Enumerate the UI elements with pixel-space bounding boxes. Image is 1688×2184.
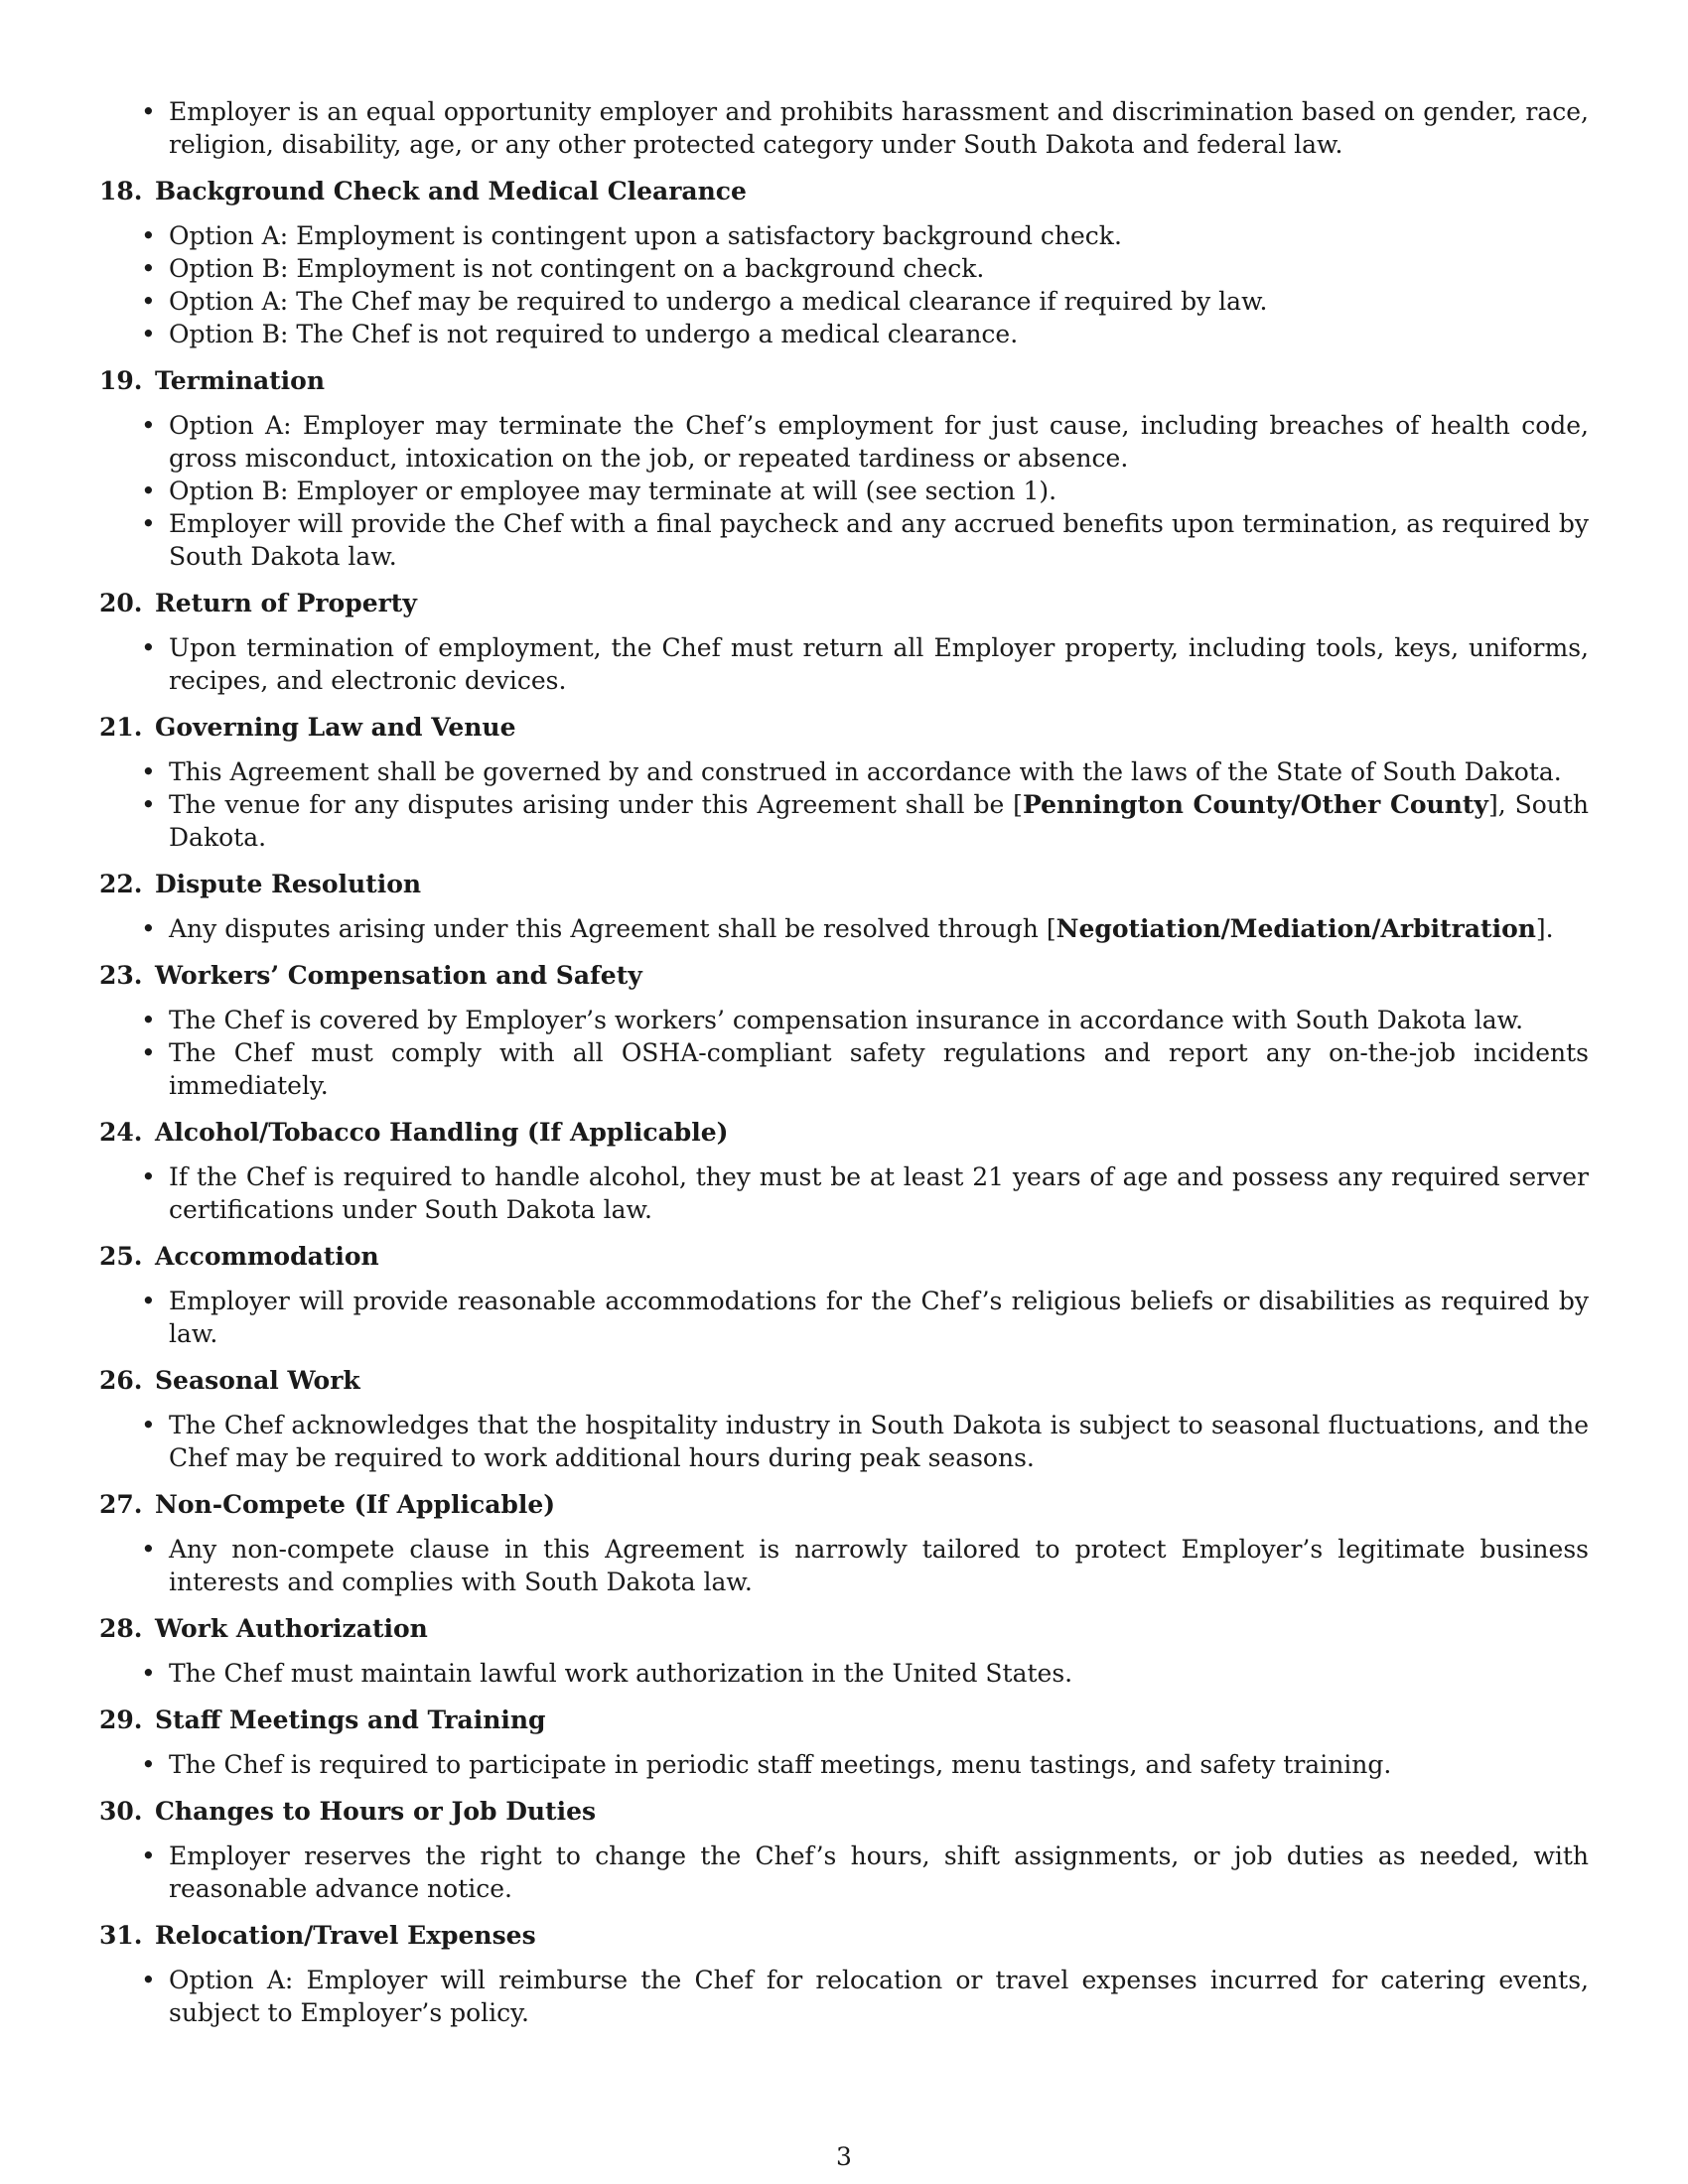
section-23: [99, 959, 1589, 1102]
section-title: Background Check and Medical Clearance: [155, 177, 747, 205]
dispute-text-after: ].: [1535, 914, 1554, 943]
section-number: 18.: [99, 177, 143, 205]
section-number: 29.: [99, 1706, 143, 1734]
section-title: Relocation/Travel Expenses: [155, 1921, 536, 1950]
section-number: 30.: [99, 1797, 143, 1826]
section-22: [99, 868, 1589, 945]
section-heading: [99, 1364, 1589, 1397]
section-title: Governing Law and Venue: [155, 713, 516, 742]
dispute-clause: [169, 912, 1589, 945]
list-item: • If the Chef is required to handle alcohol, they must be at least 21 years of age and possess any required server certifications under South Dakota law.: [169, 1160, 1589, 1226]
section-29: [99, 1704, 1589, 1781]
section-list: [99, 409, 1589, 573]
section-number: 20.: [99, 589, 143, 617]
section-title: Changes to Hours or Job Duties: [155, 1797, 597, 1826]
list-item: • The Chef must maintain lawful work authorization in the United States.: [169, 1657, 1589, 1690]
section-28: [99, 1612, 1589, 1690]
section-heading: [99, 587, 1589, 619]
section-number: 26.: [99, 1366, 143, 1395]
section-heading: [99, 364, 1589, 397]
section-heading: [99, 711, 1589, 744]
section-18: [99, 175, 1589, 350]
section-heading: [99, 1612, 1589, 1645]
section-heading: [99, 1488, 1589, 1521]
dispute-text-before: Any disputes arising under this Agreement shall be resolved through [: [169, 914, 1056, 943]
list-item: • This Agreement shall be governed by and construed in accordance with the laws of the State of South Dakota.: [169, 755, 1589, 788]
section-27: [99, 1488, 1589, 1598]
section-title: Work Authorization: [155, 1614, 428, 1643]
section-number: 24.: [99, 1118, 143, 1147]
section-title: Workers’ Compensation and Safety: [155, 961, 642, 990]
section-list: [99, 219, 1589, 350]
section-list: [99, 1533, 1589, 1598]
section-20: [99, 587, 1589, 697]
section-heading: [99, 175, 1589, 207]
dispute-placeholder: Negotiation/Mediation/Arbitration: [1055, 914, 1536, 943]
section-24: [99, 1116, 1589, 1226]
section-list: [99, 1964, 1589, 2029]
section-list: [99, 1840, 1589, 1905]
section-number: 31.: [99, 1921, 143, 1950]
section-list: [99, 912, 1589, 945]
section-25: [99, 1240, 1589, 1350]
section-number: 21.: [99, 713, 143, 742]
venue-placeholder: Pennington County/Other County: [1022, 790, 1488, 819]
list-item: • The Chef acknowledges that the hospitality industry in South Dakota is subject to seasonal fluctuations, and the Chef may be required to work additional hours during peak seasons.: [169, 1409, 1589, 1474]
section-list: [99, 755, 1589, 854]
list-item: • Employer is an equal opportunity employer and prohibits harassment and discrimination based on gender, race, religion, disability, age, or any other protected category under South Dakota and federal law.: [169, 95, 1589, 161]
section-heading: [99, 868, 1589, 900]
section-list: [99, 1409, 1589, 1474]
section-heading: [99, 1795, 1589, 1828]
list-item: • Upon termination of employment, the Chef must return all Employer property, including tools, keys, uniforms, recipes, and electronic devices.: [169, 631, 1589, 697]
list-item: • Employer will provide reasonable accommodations for the Chef’s religious beliefs or disabilities as required by law.: [169, 1285, 1589, 1350]
section-list: [99, 631, 1589, 697]
list-item: • Employer will provide the Chef with a final paycheck and any accrued benefits upon termination, as required by South Dakota law.: [169, 507, 1589, 573]
list-item: • Employer reserves the right to change the Chef’s hours, shift assignments, or job duties as needed, with reasonable advance notice.: [169, 1840, 1589, 1905]
section-title: Alcohol/Tobacco Handling (If Applicable): [155, 1118, 729, 1147]
section-heading: [99, 1919, 1589, 1952]
list-item: • The Chef must comply with all OSHA-compliant safety regulations and report any on-the-job incidents immediately.: [169, 1036, 1589, 1102]
section-list: [99, 1285, 1589, 1350]
section-list: [99, 1748, 1589, 1781]
list-item: • Option A: Employer will reimburse the Chef for relocation or travel expenses incurred for catering events, subject to Employer’s policy.: [169, 1964, 1589, 2029]
section-19: [99, 364, 1589, 573]
list-item: • The Chef is required to participate in periodic staff meetings, menu tastings, and safety training.: [169, 1748, 1589, 1781]
list-item: • Option A: The Chef may be required to undergo a medical clearance if required by law.: [169, 285, 1589, 318]
section-title: Accommodation: [155, 1242, 379, 1271]
section-number: 27.: [99, 1490, 143, 1519]
section-title: Staff Meetings and Training: [155, 1706, 546, 1734]
section-list: [99, 1004, 1589, 1102]
section-number: 22.: [99, 870, 143, 898]
list-item: • Option B: Employer or employee may terminate at will (see section 1).: [169, 475, 1589, 507]
section-number: 19.: [99, 366, 143, 395]
list-item: • Option B: The Chef is not required to undergo a medical clearance.: [169, 318, 1589, 350]
venue-text-after: ], South Dakota.: [169, 790, 1590, 852]
list-item: • The Chef is covered by Employer’s workers’ compensation insurance in accordance with South Dakota law.: [169, 1004, 1589, 1036]
lead-list: [99, 95, 1589, 161]
section-title: Return of Property: [155, 589, 417, 617]
list-item: • Option B: Employment is not contingent on a background check.: [169, 252, 1589, 285]
section-heading: [99, 1704, 1589, 1736]
section-list: [99, 1657, 1589, 1690]
section-number: 23.: [99, 961, 143, 990]
page-number: 3: [836, 2142, 852, 2171]
list-item: • Option A: Employer may terminate the Chef’s employment for just cause, including breaches of health code, gross misconduct, intoxication on the job, or repeated tardiness or absence.: [169, 409, 1589, 475]
venue-text-before: The venue for any disputes arising under this Agreement shall be [: [169, 790, 1023, 819]
section-title: Dispute Resolution: [155, 870, 422, 898]
section-21: [99, 711, 1589, 854]
section-title: Non-Compete (If Applicable): [155, 1490, 556, 1519]
section-number: 25.: [99, 1242, 143, 1271]
section-heading: [99, 1116, 1589, 1149]
list-item: • Option A: Employment is contingent upon a satisfactory background check.: [169, 219, 1589, 252]
section-title: Termination: [155, 366, 326, 395]
document-page: [99, 95, 1589, 2029]
section-number: 28.: [99, 1614, 143, 1643]
section-title: Seasonal Work: [155, 1366, 360, 1395]
section-26: [99, 1364, 1589, 1474]
list-item: • Any non-compete clause in this Agreement is narrowly tailored to protect Employer’s legitimate business interests and complies with South Dakota law.: [169, 1533, 1589, 1598]
venue-clause: [169, 788, 1589, 854]
section-heading: [99, 959, 1589, 992]
section-30: [99, 1795, 1589, 1905]
section-list: [99, 1160, 1589, 1226]
section-heading: [99, 1240, 1589, 1273]
section-31: [99, 1919, 1589, 2029]
